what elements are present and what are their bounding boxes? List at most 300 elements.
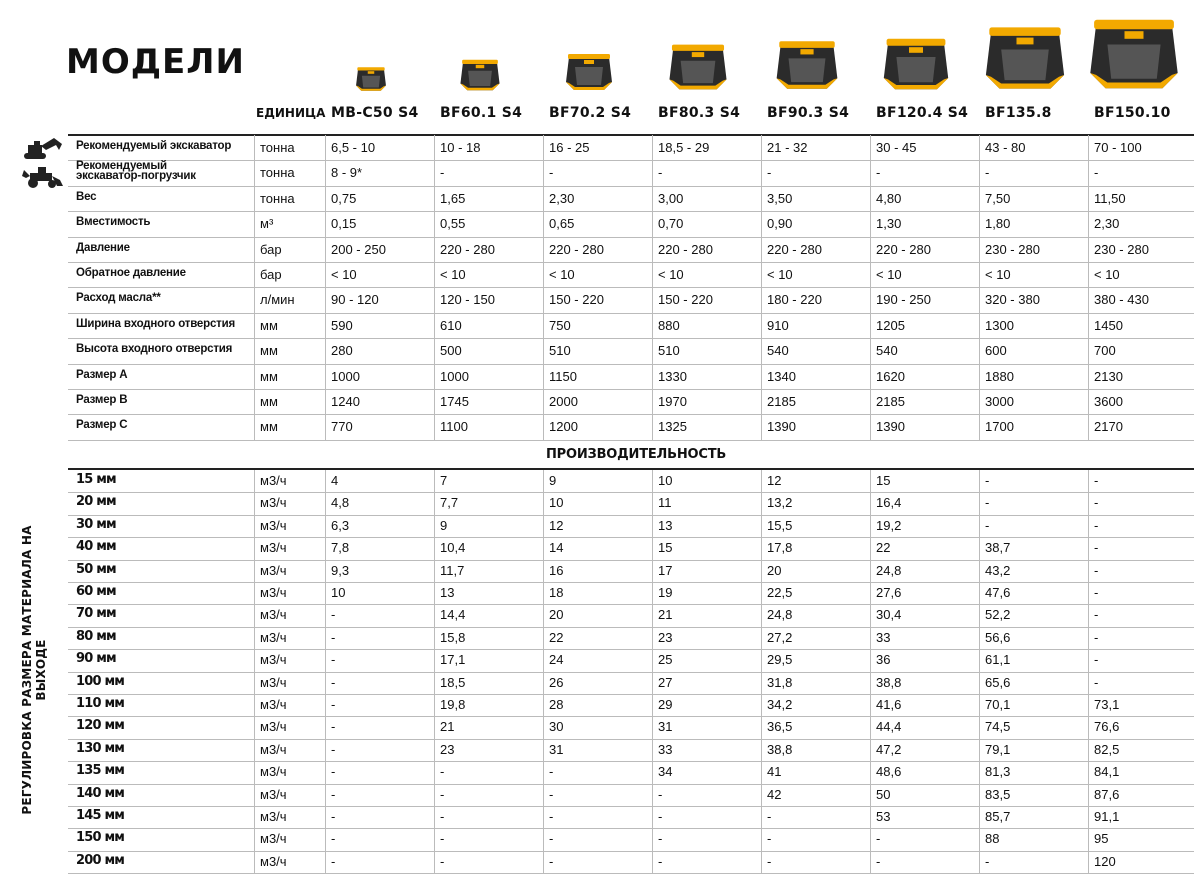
column-divider xyxy=(325,470,326,873)
table-cell: - xyxy=(331,629,336,645)
column-divider xyxy=(254,470,255,873)
table-cell: - xyxy=(331,786,336,802)
table-cell: 8 - 9* xyxy=(331,165,363,181)
table-cell: 2000 xyxy=(549,394,578,409)
table-cell: 42 xyxy=(767,786,782,802)
row-unit: м³ xyxy=(260,216,274,232)
table-cell: - xyxy=(331,853,336,869)
row-unit: м3/ч xyxy=(260,540,287,556)
table-cell: 1240 xyxy=(331,394,360,409)
table-cell: 510 xyxy=(658,343,680,359)
table-cell: 87,6 xyxy=(1094,786,1120,802)
row-unit: мм xyxy=(260,317,278,333)
table-cell: 11,7 xyxy=(440,562,465,578)
table-cell: - xyxy=(331,697,336,712)
table-row xyxy=(68,515,1194,538)
table-cell: 21 xyxy=(658,607,673,623)
table-cell: 74,5 xyxy=(985,719,1011,735)
unit-column-header: ЕДИНИЦА xyxy=(256,106,326,120)
row-unit: бар xyxy=(260,241,282,257)
table-row xyxy=(68,739,1194,762)
table-row xyxy=(68,237,1194,263)
table-cell: 24,8 xyxy=(767,607,793,623)
column-divider xyxy=(543,470,544,873)
table-cell: - xyxy=(767,165,772,181)
table-cell: 26 xyxy=(549,674,564,690)
table-cell: 1700 xyxy=(985,419,1014,435)
table-cell: 20 xyxy=(767,562,782,578)
table-cell: < 10 xyxy=(440,267,466,282)
row-unit: тонна xyxy=(260,165,295,181)
table-cell: - xyxy=(549,853,554,869)
table-row xyxy=(68,287,1194,313)
table-cell: 7 xyxy=(440,473,448,488)
model-header: BF135.8 xyxy=(985,105,1052,121)
table-cell: 14,4 xyxy=(440,607,466,623)
table-cell: 19,2 xyxy=(876,517,902,533)
table-row xyxy=(68,262,1194,288)
table-cell: 29 xyxy=(658,697,673,712)
table-cell: - xyxy=(658,786,663,802)
table-cell: 1,65 xyxy=(440,190,466,206)
row-unit: тонна xyxy=(260,190,295,206)
table-cell: 880 xyxy=(658,317,680,333)
table-cell: - xyxy=(1094,540,1099,556)
table-cell: - xyxy=(1094,585,1099,600)
column-divider xyxy=(1088,135,1089,440)
column-divider xyxy=(761,470,762,873)
table-cell: 540 xyxy=(876,343,898,359)
table-cell: 30 xyxy=(549,719,564,735)
table-cell: 22 xyxy=(549,629,564,645)
row-label: 130 мм xyxy=(76,740,125,756)
row-label: Вес xyxy=(76,190,97,203)
table-cell: 34 xyxy=(658,764,673,780)
table-cell: - xyxy=(440,853,445,869)
table-cell: 52,2 xyxy=(985,607,1011,623)
table-row xyxy=(68,672,1194,695)
row-unit: мм xyxy=(260,419,278,435)
table-cell: < 10 xyxy=(767,267,793,282)
table-cell: 28 xyxy=(549,697,564,712)
table-cell: 0,70 xyxy=(658,216,684,232)
table-cell: 0,55 xyxy=(440,216,466,232)
table-cell: 1330 xyxy=(658,368,687,384)
row-label: 40 мм xyxy=(76,539,116,555)
row-unit: м3/ч xyxy=(260,853,287,869)
table-cell: - xyxy=(767,809,772,824)
table-cell: < 10 xyxy=(331,267,357,282)
row-unit: м3/ч xyxy=(260,697,287,712)
row-label: Рекомендуемый экскаватор xyxy=(76,140,232,152)
table-cell: 15 xyxy=(876,473,891,488)
table-row xyxy=(68,470,1194,493)
table-cell: 23 xyxy=(440,741,455,757)
table-cell: - xyxy=(549,786,554,802)
model-header: MB-C50 S4 xyxy=(331,105,419,121)
table-cell: 76,6 xyxy=(1094,719,1120,735)
column-divider xyxy=(870,135,871,440)
table-cell: - xyxy=(1094,607,1099,623)
row-unit: м3/ч xyxy=(260,786,287,802)
table-cell: 3,50 xyxy=(767,190,793,206)
table-cell: 18,5 xyxy=(440,674,466,690)
table-cell: 1000 xyxy=(440,368,469,384)
table-cell: 31,8 xyxy=(767,674,793,690)
table-cell: 65,6 xyxy=(985,674,1011,690)
table-cell: - xyxy=(549,764,554,780)
model-header: BF70.2 S4 xyxy=(549,105,632,121)
table-cell: 10 - 18 xyxy=(440,140,481,155)
column-divider xyxy=(870,470,871,873)
row-label: Ширина входного отверстия xyxy=(76,317,235,330)
table-cell: 30,4 xyxy=(876,607,902,623)
row-label: 15 мм xyxy=(76,472,116,487)
bucket-image xyxy=(880,36,952,92)
table-cell: 9,3 xyxy=(331,562,350,578)
table-row xyxy=(68,211,1194,237)
row-unit: тонна xyxy=(260,140,295,155)
row-unit: м3/ч xyxy=(260,674,287,690)
table-cell: - xyxy=(658,165,663,181)
table-cell: 9 xyxy=(440,517,448,533)
row-unit: м3/ч xyxy=(260,585,287,600)
table-cell: 27 xyxy=(658,674,673,690)
table-cell: 4,8 xyxy=(331,495,350,511)
row-unit: м3/ч xyxy=(260,517,287,533)
table-cell: 48,6 xyxy=(876,764,902,780)
bucket-image xyxy=(980,24,1070,92)
table-cell: 15,8 xyxy=(440,629,466,645)
table-cell: 1880 xyxy=(985,368,1014,384)
table-cell: - xyxy=(331,607,336,623)
table-cell: 1325 xyxy=(658,419,687,435)
table-cell: 50 xyxy=(876,786,891,802)
table-cell: - xyxy=(331,652,336,668)
table-cell: 120 xyxy=(1094,853,1116,869)
table-row xyxy=(68,364,1194,390)
table-cell: 20 xyxy=(549,607,564,623)
table-cell: 500 xyxy=(440,343,462,359)
row-label: 80 мм xyxy=(76,628,116,644)
table-cell: 16,4 xyxy=(876,495,902,511)
table-cell: 18 xyxy=(549,585,564,600)
table-row xyxy=(68,186,1194,212)
table-row xyxy=(68,761,1194,784)
table-cell: 56,6 xyxy=(985,629,1011,645)
table-row xyxy=(68,828,1194,851)
column-divider xyxy=(652,470,653,873)
bucket-image xyxy=(564,52,614,92)
table-cell: - xyxy=(658,809,663,824)
row-label: 60 мм xyxy=(76,584,116,599)
row-label: 50 мм xyxy=(76,561,116,577)
table-cell: 1340 xyxy=(767,368,796,384)
table-row xyxy=(68,716,1194,739)
table-cell: 280 xyxy=(331,343,353,359)
column-divider xyxy=(1088,470,1089,873)
table-cell: 220 - 280 xyxy=(767,241,822,257)
table-row xyxy=(68,160,1194,186)
bucket-image xyxy=(458,58,502,92)
table-cell: 81,3 xyxy=(985,764,1011,780)
table-row xyxy=(68,338,1194,364)
row-label: 110 мм xyxy=(76,696,125,711)
table-cell: 24,8 xyxy=(876,562,902,578)
table-cell: - xyxy=(1094,652,1099,668)
table-cell: 2185 xyxy=(767,394,796,409)
table-cell: 14 xyxy=(549,540,564,556)
table-cell: 1970 xyxy=(658,394,687,409)
column-divider xyxy=(543,135,544,440)
model-header: BF80.3 S4 xyxy=(658,105,741,121)
table-cell: 1300 xyxy=(985,317,1014,333)
table-cell: 17,1 xyxy=(440,652,466,668)
page-title: МОДЕЛИ xyxy=(66,42,245,82)
table-cell: 590 xyxy=(331,317,353,333)
table-cell: - xyxy=(1094,674,1099,690)
row-unit: мм xyxy=(260,368,278,384)
table-cell: 10 xyxy=(331,585,346,600)
table-cell: 18,5 - 29 xyxy=(658,140,710,155)
row-label: 135 мм xyxy=(76,763,125,779)
side-label: РЕГУЛИРОВКА РАЗМЕРА МАТЕРИАЛА НА ВЫХОДЕ xyxy=(20,525,48,815)
table-cell: - xyxy=(876,831,881,847)
table-cell: 7,50 xyxy=(985,190,1011,206)
table-cell: 11,50 xyxy=(1094,190,1126,206)
row-label: Размер B xyxy=(76,394,128,406)
table-cell: 6,5 - 10 xyxy=(331,140,376,155)
table-cell: - xyxy=(1094,165,1099,181)
table-row xyxy=(68,784,1194,807)
table-cell: 1390 xyxy=(876,419,905,435)
table-cell: 6,3 xyxy=(331,517,350,533)
table-cell: 17,8 xyxy=(767,540,793,556)
table-cell: 120 - 150 xyxy=(440,292,495,308)
table-cell: 31 xyxy=(549,741,564,757)
row-label: 120 мм xyxy=(76,718,125,734)
table-cell: < 10 xyxy=(549,267,575,282)
column-divider xyxy=(979,135,980,440)
table-cell: 73,1 xyxy=(1094,697,1120,712)
column-divider xyxy=(434,470,435,873)
table-cell: - xyxy=(985,495,990,511)
table-cell: 2130 xyxy=(1094,368,1123,384)
row-unit: м3/ч xyxy=(260,562,287,578)
row-unit: м3/ч xyxy=(260,473,287,488)
table-cell: 53 xyxy=(876,809,891,824)
table-cell: 36 xyxy=(876,652,891,668)
column-divider xyxy=(761,135,762,440)
excavator-icon xyxy=(22,136,64,162)
table-cell: - xyxy=(985,165,990,181)
table-cell: 34,2 xyxy=(767,697,793,712)
table-cell: 61,1 xyxy=(985,652,1011,668)
table-cell: 16 - 25 xyxy=(549,140,590,155)
table-cell: - xyxy=(331,764,336,780)
row-label: 150 мм xyxy=(76,830,125,846)
table-row xyxy=(68,492,1194,515)
table-cell: - xyxy=(658,853,663,869)
performance-title: ПРОИЗВОДИТЕЛЬНОСТЬ xyxy=(546,447,727,462)
table-row xyxy=(68,627,1194,650)
table-cell: 4 xyxy=(331,473,339,488)
table-cell: 1200 xyxy=(549,419,578,435)
table-cell: 70,1 xyxy=(985,697,1011,712)
table-cell: - xyxy=(331,831,336,847)
table-cell: 2,30 xyxy=(1094,216,1120,232)
table-cell: - xyxy=(331,719,336,735)
table-cell: 1205 xyxy=(876,317,905,333)
table-cell: 38,7 xyxy=(985,540,1011,556)
table-cell: - xyxy=(658,831,663,847)
row-label: Рекомендуемый экскаватор-погрузчик xyxy=(76,160,196,183)
table-cell: 23 xyxy=(658,629,673,645)
table-cell: 1,30 xyxy=(876,216,902,232)
row-label: 140 мм xyxy=(76,785,125,801)
row-unit: м3/ч xyxy=(260,652,287,668)
table-row xyxy=(68,389,1194,415)
table-cell: 2185 xyxy=(876,394,905,409)
table-cell: 47,6 xyxy=(985,585,1011,600)
table-cell: 1450 xyxy=(1094,317,1123,333)
row-unit: м3/ч xyxy=(260,741,287,757)
row-label: Обратное давление xyxy=(76,267,186,279)
table-cell: < 10 xyxy=(1094,267,1120,282)
table-cell: 13 xyxy=(658,517,673,533)
table-cell: 13 xyxy=(440,585,455,600)
table-cell: 380 - 430 xyxy=(1094,292,1149,308)
table-cell: 7,8 xyxy=(331,540,350,556)
table-row xyxy=(68,414,1194,440)
row-label: Давление xyxy=(76,241,130,254)
bucket-image xyxy=(354,66,388,92)
table-cell: 95 xyxy=(1094,831,1109,847)
table-cell: 31 xyxy=(658,719,673,735)
table-cell: < 10 xyxy=(876,267,902,282)
table-cell: 0,65 xyxy=(549,216,575,232)
table-cell: 90 - 120 xyxy=(331,292,379,308)
table-cell: 750 xyxy=(549,317,571,333)
table-cell: 190 - 250 xyxy=(876,292,931,308)
table-cell: - xyxy=(549,809,554,824)
bucket-image xyxy=(667,42,729,92)
row-label: Вместимость xyxy=(76,216,151,229)
table-cell: 220 - 280 xyxy=(440,241,495,257)
table-cell: 230 - 280 xyxy=(985,241,1040,257)
table-cell: - xyxy=(1094,473,1099,488)
table-row xyxy=(68,537,1194,560)
table-cell: - xyxy=(767,831,772,847)
column-divider xyxy=(254,135,255,440)
table-cell: 1620 xyxy=(876,368,905,384)
table-cell: - xyxy=(1094,629,1099,645)
table-cell: 220 - 280 xyxy=(549,241,604,257)
table-cell: 1,80 xyxy=(985,216,1011,232)
table-cell: 180 - 220 xyxy=(767,292,822,308)
table-cell: 27,6 xyxy=(876,585,902,600)
table-cell: 47,2 xyxy=(876,741,902,757)
model-header: BF150.10 xyxy=(1094,105,1171,121)
table-cell: 38,8 xyxy=(876,674,902,690)
table-cell: 2,30 xyxy=(549,190,575,206)
table-cell: 910 xyxy=(767,317,789,333)
table-cell: 4,80 xyxy=(876,190,902,206)
table-cell: < 10 xyxy=(985,267,1011,282)
row-unit: м3/ч xyxy=(260,629,287,645)
row-label: 200 мм xyxy=(76,852,125,868)
model-header: BF60.1 S4 xyxy=(440,105,523,121)
row-unit: мм xyxy=(260,394,278,409)
table-row xyxy=(68,604,1194,627)
backhoe-loader-icon xyxy=(22,164,64,190)
table-cell: 84,1 xyxy=(1094,764,1120,780)
row-unit: м3/ч xyxy=(260,495,287,511)
table-cell: - xyxy=(1094,562,1099,578)
table-cell: 22,5 xyxy=(767,585,793,600)
table-cell: 1390 xyxy=(767,419,796,435)
table-cell: 25 xyxy=(658,652,673,668)
column-divider xyxy=(979,470,980,873)
table-cell: 30 - 45 xyxy=(876,140,917,155)
table-cell: - xyxy=(331,674,336,690)
table-cell: 0,75 xyxy=(331,190,357,206)
row-label: 145 мм xyxy=(76,808,125,823)
row-label: 20 мм xyxy=(76,494,116,510)
table-cell: - xyxy=(1094,517,1099,533)
table-cell: 88 xyxy=(985,831,1000,847)
table-cell: 12 xyxy=(767,473,782,488)
table-cell: 1100 xyxy=(440,419,468,435)
table-cell: - xyxy=(549,165,554,181)
table-cell: 16 xyxy=(549,562,564,578)
table-row xyxy=(68,806,1194,829)
table-row xyxy=(68,851,1194,874)
table-cell: 43,2 xyxy=(985,562,1011,578)
row-label: 30 мм xyxy=(76,516,116,532)
table-cell: 1150 xyxy=(549,368,577,384)
table-cell: 17 xyxy=(658,562,673,578)
table-cell: 10 xyxy=(549,495,564,511)
table-cell: 79,1 xyxy=(985,741,1011,757)
table-cell: 91,1 xyxy=(1094,809,1120,824)
table-cell: 24 xyxy=(549,652,564,668)
table-cell: 41,6 xyxy=(876,697,902,712)
row-label: 100 мм xyxy=(76,673,125,689)
row-unit: м3/ч xyxy=(260,831,287,847)
table-cell: 7,7 xyxy=(440,495,459,511)
table-cell: 15,5 xyxy=(767,517,793,533)
column-divider xyxy=(325,135,326,440)
table-cell: 21 xyxy=(440,719,455,735)
table-row xyxy=(68,582,1194,605)
table-row xyxy=(68,560,1194,583)
model-header: BF90.3 S4 xyxy=(767,105,850,121)
table-cell: 150 - 220 xyxy=(549,292,604,308)
table-cell: 10 xyxy=(658,473,673,488)
model-header: BF120.4 S4 xyxy=(876,105,969,121)
table-cell: 27,2 xyxy=(767,629,793,645)
table-cell: - xyxy=(985,473,990,488)
table-cell: 12 xyxy=(549,517,564,533)
row-unit: бар xyxy=(260,267,282,282)
table-cell: 22 xyxy=(876,540,891,556)
table-cell: 610 xyxy=(440,317,462,333)
row-label: 90 мм xyxy=(76,651,116,667)
table-cell: 70 - 100 xyxy=(1094,140,1142,155)
table-cell: 1745 xyxy=(440,394,469,409)
table-cell: 220 - 280 xyxy=(876,241,931,257)
